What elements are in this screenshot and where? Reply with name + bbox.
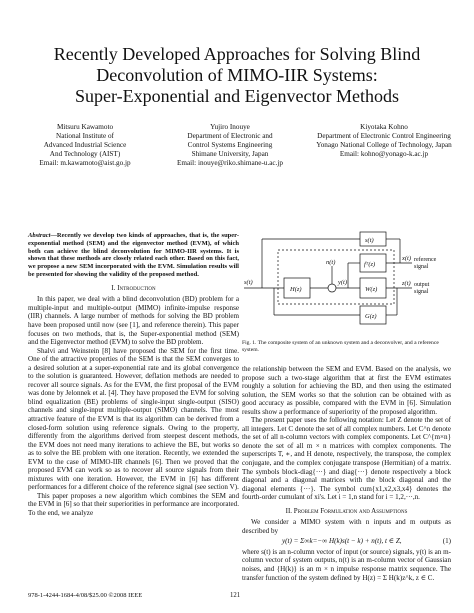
page-number: 121 bbox=[230, 592, 241, 599]
title-line-1: Recently Developed Approaches for Solving Blind bbox=[53, 44, 421, 64]
author-affiliation: Control Systems Engineering bbox=[187, 141, 273, 149]
equation-number: (1) bbox=[442, 537, 451, 546]
label-reference-2: signal bbox=[414, 264, 429, 270]
abstract-label: Abstract bbox=[28, 232, 51, 239]
label-x: x(t) bbox=[402, 255, 412, 262]
title-line-2: Deconvolution of MIMO-IIR Systems: bbox=[96, 65, 378, 85]
author-name: Mitsuru Kawamoto bbox=[56, 123, 114, 131]
author-affiliation: And Technology (AIST) bbox=[49, 150, 121, 158]
author-email[interactable]: Email: inouye@riko.shimane-u.ac.jp bbox=[176, 159, 284, 167]
label-n: n(t) bbox=[326, 259, 336, 266]
author-1 bbox=[20, 123, 150, 168]
summing-junction bbox=[328, 284, 336, 292]
paragraph: the relationship between the SEM and EVM. Based on the analysis, we propose such a two-stage algorithm that at first the EVM estimates roughly a solution for achieving the BD, and then using the estimated solution, the SEM works so that the solution can be obtained with as good accuracy as possible, compared with the EVM in [6]. Simulation results show a performance of superiority of the proposed algorithm. bbox=[242, 365, 451, 416]
paragraph: This paper proposes a new algorithm which combines the SEM and the EVM in [6] so that their superiorities in performance are incorporated. To the end, we analyze bbox=[28, 491, 239, 517]
author-affiliation: Yonago National College of Technology, Japan bbox=[316, 141, 452, 149]
label-output: output bbox=[414, 282, 430, 288]
author-affiliation: Department of Electronic and bbox=[187, 132, 273, 140]
equation-1 bbox=[242, 535, 451, 548]
figure-block-diagram bbox=[242, 228, 451, 332]
author-affiliation: Shimane University, Japan bbox=[191, 150, 269, 158]
label-s: s(t) bbox=[244, 279, 253, 286]
author-affiliation: Advanced Industrial Science bbox=[43, 141, 127, 149]
label-h: H(z) bbox=[290, 286, 302, 293]
author-email[interactable]: Email: kohno@yonago-k.ac.jp bbox=[339, 150, 429, 158]
label-g: G(z) bbox=[365, 313, 377, 320]
title-line-3: Super-Exponential and Eigenvector Methods bbox=[74, 86, 400, 106]
section-heading-introduction: I. Introduction bbox=[111, 283, 156, 292]
abstract bbox=[28, 232, 239, 279]
composite-system-box bbox=[278, 250, 394, 304]
abstract-text: —Recently we develop two kinds of approaches, that is, the super-exponential method (SEM) and the eigenvector method (EVM), of which both can achieve the blind deconvolution for MIMO-IIR systems. It is shown that these methods are closely related each other. Based on this fact, we propose a new SEM incorporated with the EVM. Simulation results will be presented for showing the validity of the proposed method. bbox=[28, 232, 239, 278]
author-2 bbox=[150, 123, 310, 168]
label-y: y(t) bbox=[338, 279, 348, 286]
section-heading-problem: II. Problem Formulation and Assumptions bbox=[285, 506, 408, 515]
author-affiliation: National Institute of bbox=[56, 132, 114, 140]
paragraph: In this paper, we deal with a blind deconvolution (BD) problem for a multiple-input and multiple-output (MIMO) infinite-impulse response (IIR) channels. A large number of methods for solving the BD problem have been proposed until now (see [1], and reference therein). This paper focuses on two methods, that is, the Super-exponential method (SEM) and the Eigenvector method (EVM) to solve the BD problem. bbox=[28, 295, 239, 347]
label-w: W(z) bbox=[365, 286, 378, 293]
copyright-footer: 978-1-4244-1684-4/08/$25.00 ©2008 IEEE bbox=[28, 592, 143, 599]
paragraph: We consider a MIMO system with n inputs and m outputs as described by bbox=[242, 518, 451, 535]
label-f: fᵀ(z) bbox=[364, 261, 376, 268]
label-s-top: s(t) bbox=[365, 237, 374, 244]
paragraph: The present paper uses the following notation: Let Z denote the set of all integers. Let C denote the set of all complex numbers. Let C^n denote the set of all n-column vectors with complex components. Let C^{m×n} denote the set of all m × n matrices with complex components. The superscripts T, ∗, and H denote, respectively, the transpose, the complex conjugate, and the complex conjugate transpose (Hermitian) of a matrix. The symbols block-diag{···} and diag{···} denote respectively a block diagonal and a diagonal matrices with the block diagonal and the diagonal elements {···}. The symbol cum{x1,x2,x3,x4} denotes the fourth-order cumulant of xi's. Let i = 1,n stand for i = 1,2,···,n. bbox=[242, 416, 451, 502]
block-diagram bbox=[242, 228, 451, 332]
left-column bbox=[28, 232, 239, 518]
label-reference: reference bbox=[414, 257, 437, 263]
right-column bbox=[242, 365, 451, 582]
author-name: Kiyotaka Kohno bbox=[360, 123, 408, 131]
paragraph: Shalvi and Weinstein [8] have proposed the SEM for the first time. One of the attractive properties of the SEM is that the SEM converges to a desired solution at a super-exponential rate and its global convergence to the solution is guaranteed. However, deflation methods are needed to recover all source signals. As for the EVM, the first proposal of the EVM was done by Jelonnek et al. [4]. They have proposed the EVM for solving blind equalization (BE) problems of single-input single-output (SISO) channels and single-input multiple-output (SIMO) channels. The most attractive feature of the EVM is that its algorithm can be derived from a closed-form solution using reference signals. Owing to the property, differently from the algorithms derived from steepest descent methods, the EVM does not need many iterations to achieve the BE, but works so as to solve the BE problem with one iteration. Recently, we extended the EVM to the case of MIMO-IIR channels [6]. Then we proved that the proposed EVM can work so as to recover all source signals from their mixtures with one iteration. However, the EVM in [6] has different performances for a different choice of the reference signal (see section V). bbox=[28, 346, 239, 492]
author-3 bbox=[300, 123, 468, 159]
paragraph: where s(t) is an n-column vector of input (or source) signals, y(t) is an m-column vector of system outputs, n(t) is an m-column vector of Gaussian noises, and {H(k)} is an m × n impulse response matrix sequence. The transfer function of the system defined by H(z) = Σ H(k)z^k, z ∈ C. bbox=[242, 547, 451, 582]
paper-title bbox=[0, 44, 474, 107]
equation-text: y(t) = Σ∞k=−∞ H(k)s(t − k) + n(t), t ∈ Z, bbox=[282, 537, 402, 546]
author-name: Yujiro Inouye bbox=[210, 123, 250, 131]
label-z: z(t) bbox=[402, 280, 411, 287]
author-email[interactable]: Email: m.kawamoto@aist.go.jp bbox=[39, 159, 131, 167]
label-output-2: signal bbox=[414, 289, 429, 295]
figure-caption: Fig. 1. The composite system of an unknown system and a deconvolver, and a reference system. bbox=[242, 340, 439, 353]
author-affiliation: Department of Electronic Control Engineering bbox=[317, 132, 451, 140]
